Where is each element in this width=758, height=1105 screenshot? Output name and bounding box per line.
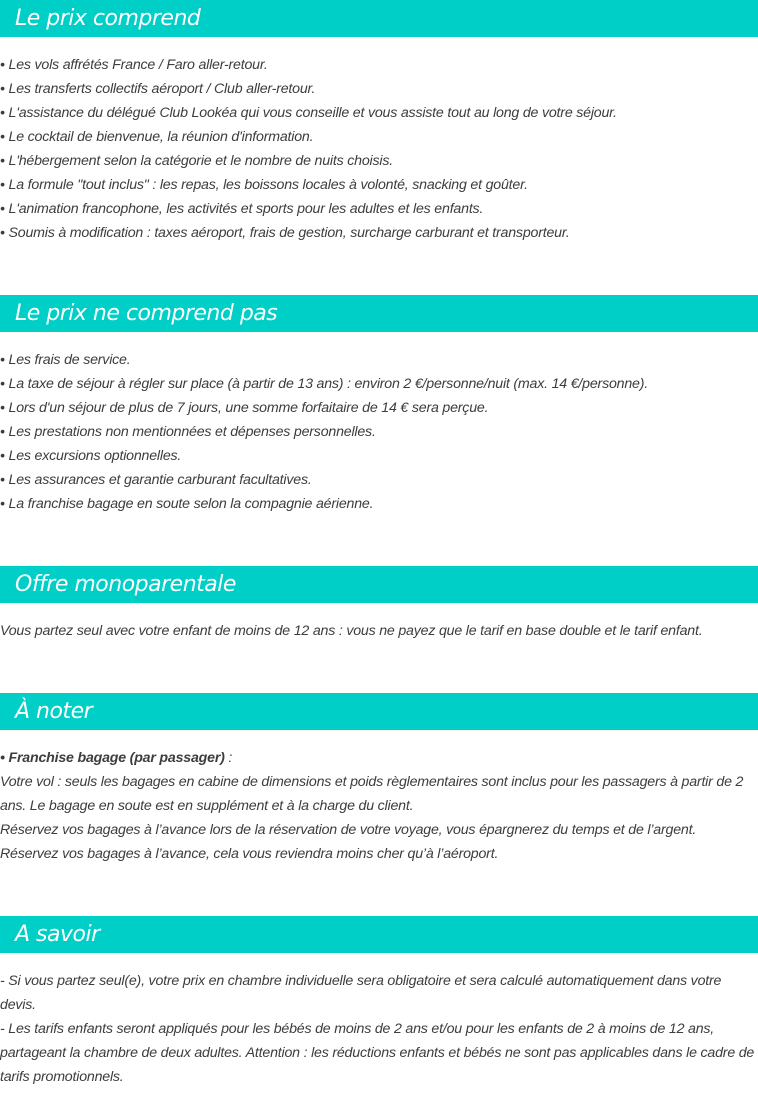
list-item: • L'assistance du délégué Club Lookéa qui vous conseille et vous assiste tout au long de votre séjour. xyxy=(0,105,617,121)
section-header-offre-monoparentale: Offre monoparentale xyxy=(0,566,758,603)
section-body-prix-comprend xyxy=(0,53,756,245)
list-item: • La formule "tout inclus" : les repas, les boissons locales à volonté, snacking et goûter. xyxy=(0,177,528,193)
paragraph: - Les tarifs enfants seront appliqués pour les bébés de moins de 2 ans et/ou pour les enfants de 2 à moins de 12 ans, partageant la chambre de deux adultes. Attention : les réductions enfants et bébés ne sont pas applicables dans le cadre de tarifs promotionnels. xyxy=(0,1021,755,1085)
paragraph: Votre vol : seuls les bagages en cabine de dimensions et poids règlementaires sont inclus pour les passagers à partir de 2 ans. Le bagage en soute est en supplément et à la charge du client. xyxy=(0,774,744,814)
list-item: • Les vols affrétés France / Faro aller-retour. xyxy=(0,57,268,73)
section-header-prix-ne-comprend-pas: Le prix ne comprend pas xyxy=(0,295,758,332)
section-body-a-savoir xyxy=(0,969,756,1089)
list-item: • La taxe de séjour à régler sur place (à partir de 13 ans) : environ 2 €/personne/nuit (max. 14 €/personne). xyxy=(0,376,648,392)
list-item: • Le cocktail de bienvenue, la réunion d'information. xyxy=(0,129,314,145)
section-header-a-savoir: A savoir xyxy=(0,916,758,953)
franchise-bagage-suffix: : xyxy=(224,750,233,766)
list-item: • Les assurances et garantie carburant facultatives. xyxy=(0,472,312,488)
section-header-prix-comprend: Le prix comprend xyxy=(0,0,758,37)
list-item: • Les frais de service. xyxy=(0,352,131,368)
list-item: • L'hébergement selon la catégorie et le nombre de nuits choisis. xyxy=(0,153,393,169)
section-body-a-noter xyxy=(0,746,756,866)
paragraph: Réservez vos bagages à l’avance lors de la réservation de votre voyage, vous épargnerez du temps et de l’argent. xyxy=(0,822,697,838)
list-item: • La franchise bagage en soute selon la compagnie aérienne. xyxy=(0,496,374,512)
list-item: • Les prestations non mentionnées et dépenses personnelles. xyxy=(0,424,376,440)
list-item: • Les excursions optionnelles. xyxy=(0,448,182,464)
section-body-offre-monoparentale xyxy=(0,619,756,643)
list-item: • Soumis à modification : taxes aéroport, frais de gestion, surcharge carburant et transporteur. xyxy=(0,225,570,241)
section-header-a-noter: À noter xyxy=(0,693,758,730)
paragraph: Vous partez seul avec votre enfant de moins de 12 ans : vous ne payez que le tarif en base double et le tarif enfant. xyxy=(0,623,703,639)
list-item: • Lors d'un séjour de plus de 7 jours, une somme forfaitaire de 14 € sera perçue. xyxy=(0,400,489,416)
list-item: • Les transferts collectifs aéroport / Club aller-retour. xyxy=(0,81,316,97)
franchise-bagage-heading xyxy=(0,746,756,770)
franchise-bagage-label: • Franchise bagage (par passager) xyxy=(0,750,225,766)
list-item: • L'animation francophone, les activités et sports pour les adultes et les enfants. xyxy=(0,201,484,217)
paragraph: Réservez vos bagages à l’avance, cela vous reviendra moins cher qu’à l’aéroport. xyxy=(0,846,499,862)
section-body-prix-ne-comprend-pas xyxy=(0,348,756,516)
paragraph: - Si vous partez seul(e), votre prix en chambre individuelle sera obligatoire et sera calculé automatiquement dans votre devis. xyxy=(0,973,722,1013)
